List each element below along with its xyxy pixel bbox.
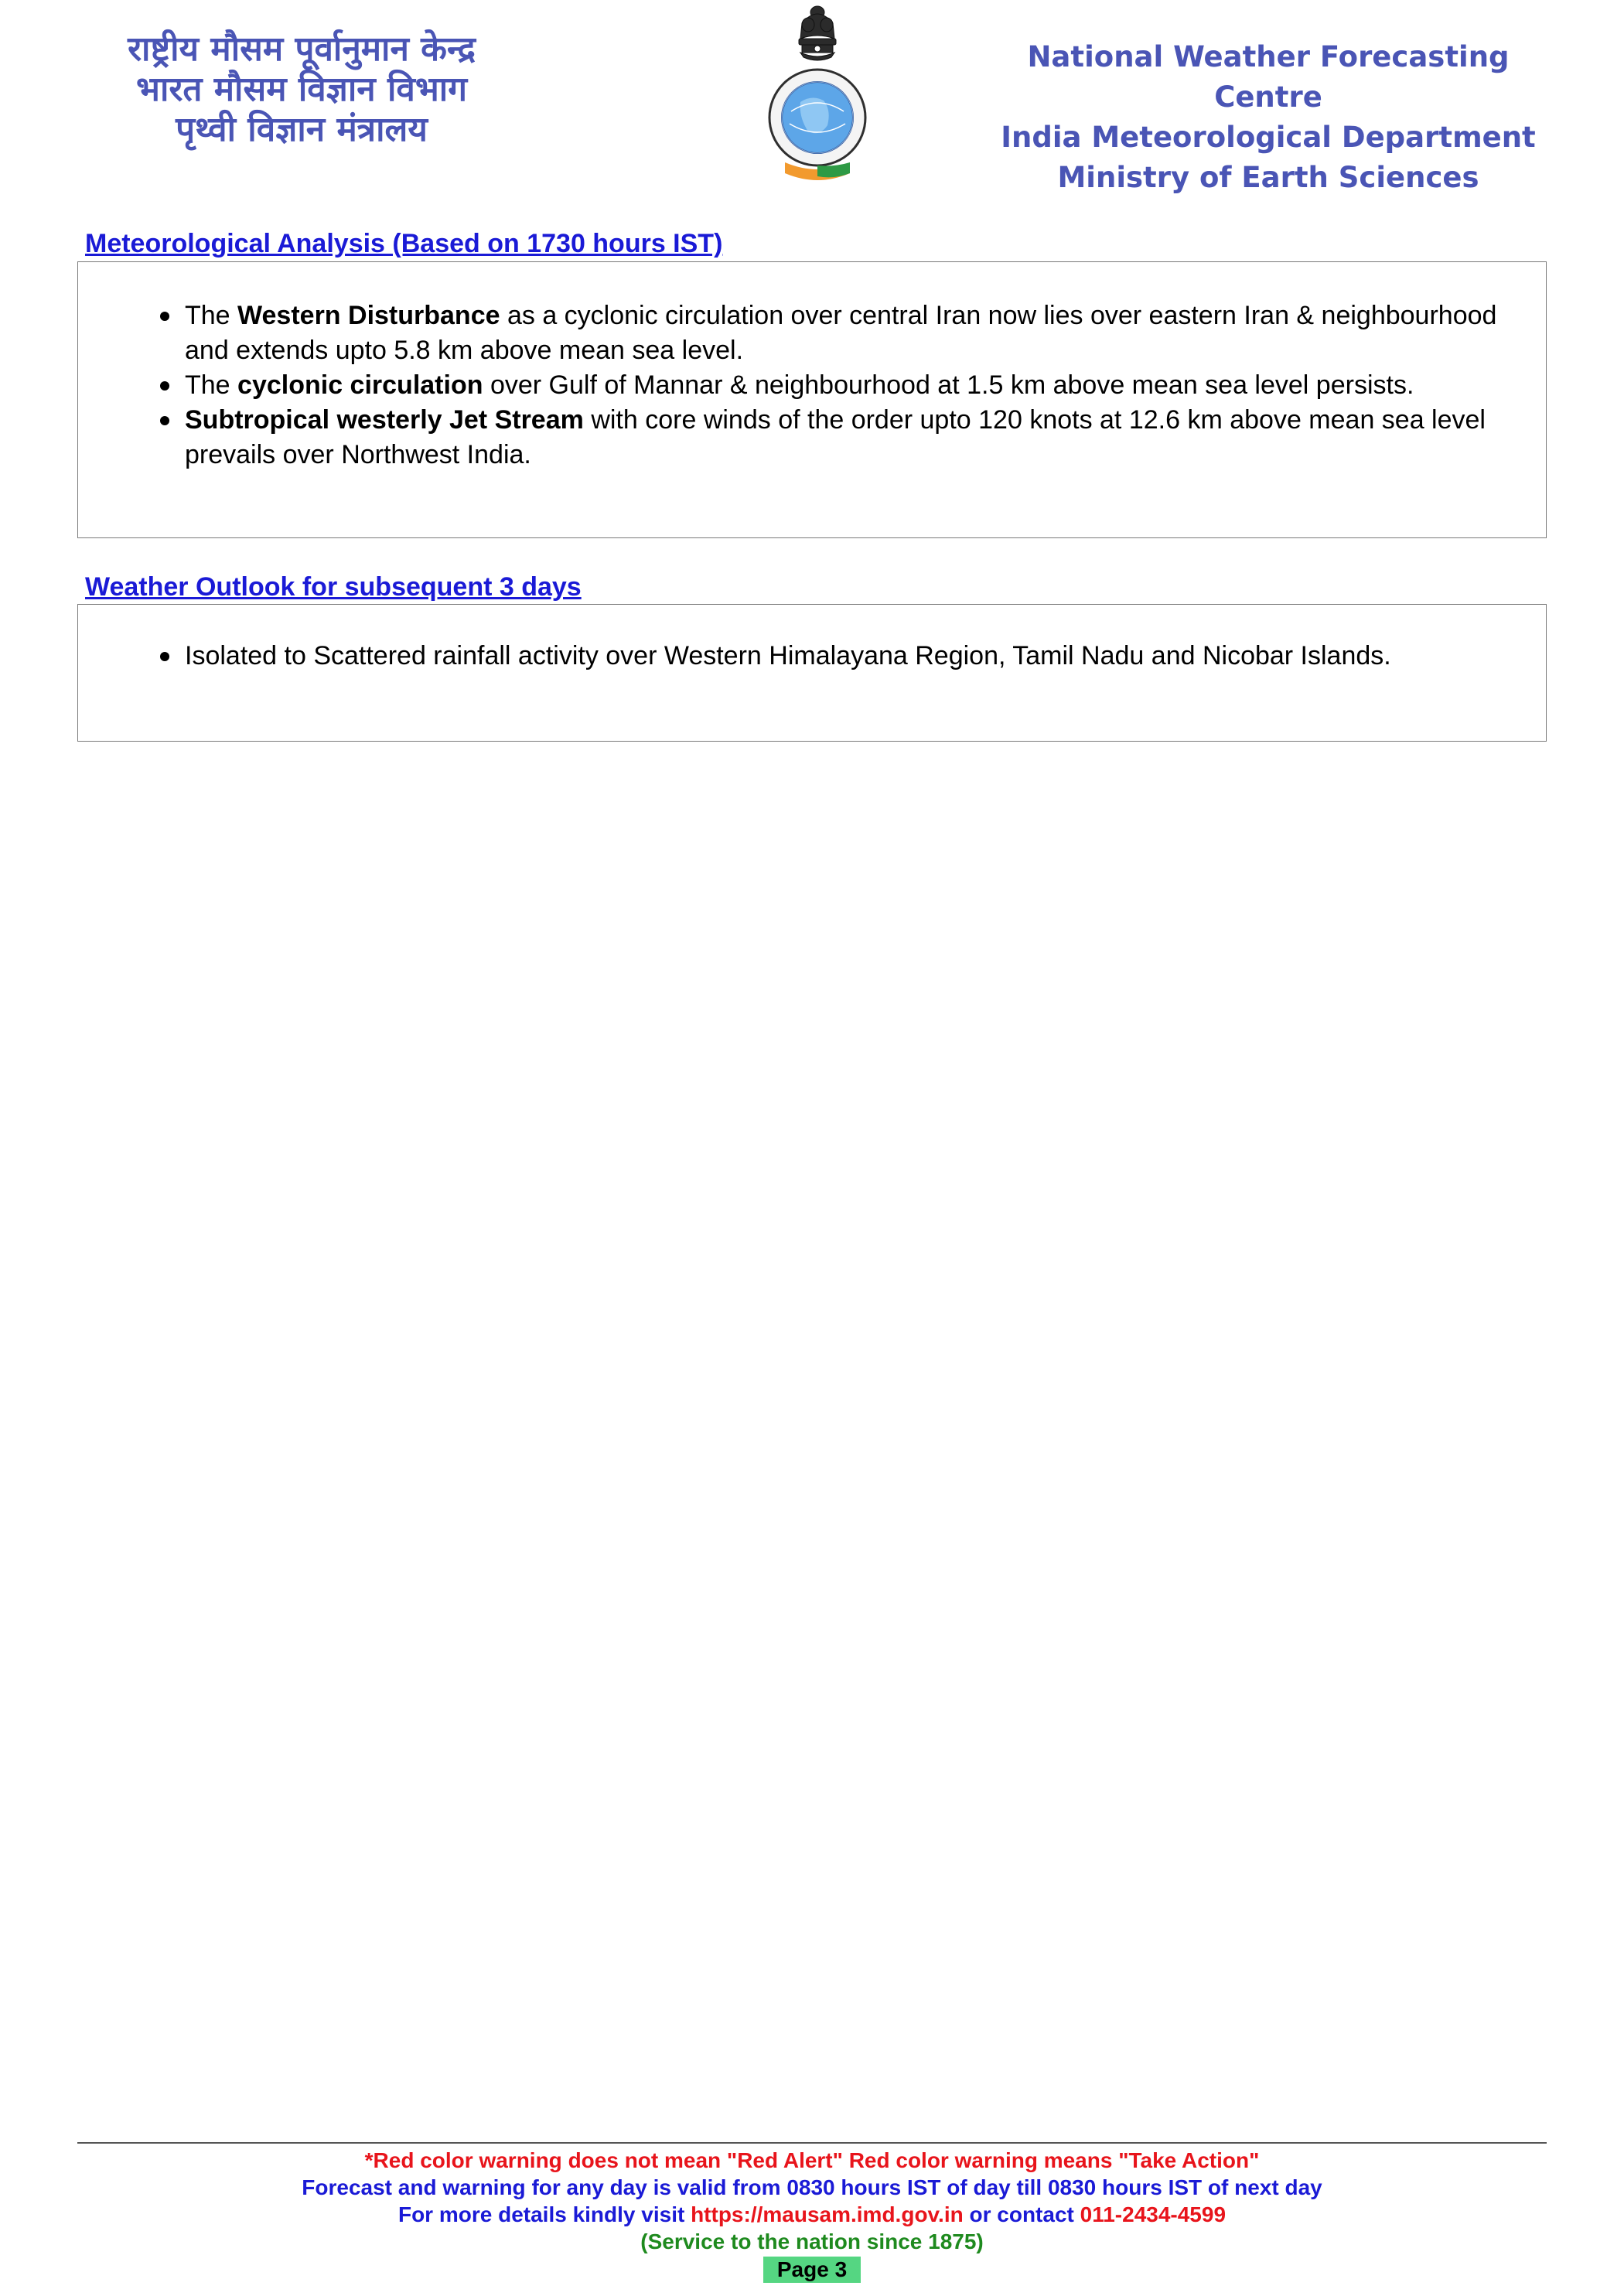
footer-contact-prefix: For more details kindly visit — [397, 2202, 691, 2226]
analysis-item-cyclonic-circulation — [78, 368, 1546, 403]
item-text-bold: Western Disturbance — [237, 301, 500, 330]
footer-contact-mid: or contact — [963, 2202, 1080, 2226]
hindi-title-line-3: पृथ्वी विज्ञान मंत्रालय — [176, 110, 428, 149]
analysis-title: Meteorological Analysis (Based on 1730 hours IST) — [85, 229, 723, 258]
analysis-item-jet-stream — [78, 403, 1546, 473]
footer-phone-number: 011-2434-4599 — [1080, 2202, 1227, 2226]
hindi-title-line-1: राष्ट्रीय मौसम पूर्वानुमान केन्द्र — [128, 29, 476, 69]
item-text-pre: The — [185, 301, 238, 330]
item-text-pre: The — [185, 370, 238, 400]
english-title-line-1: National Weather Forecasting Centre — [1027, 40, 1510, 114]
outlook-title: Weather Outlook for subsequent 3 days — [85, 572, 582, 602]
footer-contact-line — [0, 2201, 1624, 2228]
footer-validity-note: Forecast and warning for any day is valid from 0830 hours IST of day till 0830 hours IST of next day — [302, 2175, 1322, 2199]
footer-service-note: (Service to the nation since 1875) — [640, 2229, 984, 2253]
item-text-post: as a cyclonic circulation over central Iran now lies over eastern Iran & neighbourhood and extends upto 5.8 km above mean sea level. — [185, 301, 1497, 365]
item-text-post: with core winds of the order upto 120 knots at 12.6 km above mean sea level prevails over Northwest India. — [185, 405, 1486, 469]
hindi-title-line-2: भारत मौसम विज्ञान विभाग — [136, 70, 467, 109]
outlook-list — [78, 639, 1546, 674]
hindi-title-block — [101, 29, 503, 150]
page-header — [0, 0, 1624, 193]
analysis-list — [78, 299, 1546, 473]
page-footer — [0, 2147, 1624, 2283]
footer-red-warning-note: *Red color warning does not mean "Red Alert" Red color warning means "Take Action" — [364, 2148, 1260, 2172]
analysis-box — [77, 261, 1547, 538]
outlook-box — [77, 604, 1547, 742]
item-text-post: over Gulf of Mannar & neighbourhood at 1.5 km above mean sea level persists. — [483, 370, 1414, 400]
english-title-line-2: India Meteorological Department — [1001, 121, 1536, 154]
outlook-item: Isolated to Scattered rainfall activity over Western Himalayana Region, Tamil Nadu and Nicobar Islands. — [78, 639, 1546, 674]
item-text-bold: Subtropical westerly Jet Stream — [185, 405, 584, 435]
footer-website-link[interactable]: https://mausam.imd.gov.in — [691, 2202, 964, 2226]
english-title-line-3: Ministry of Earth Sciences — [1057, 161, 1479, 194]
english-title-block — [974, 37, 1562, 198]
analysis-item-western-disturbance — [78, 299, 1546, 368]
footer-divider — [77, 2142, 1547, 2144]
imd-emblem-icon — [754, 2, 882, 186]
item-text-bold: cyclonic circulation — [237, 370, 483, 400]
page-number-badge: Page 3 — [763, 2257, 861, 2283]
